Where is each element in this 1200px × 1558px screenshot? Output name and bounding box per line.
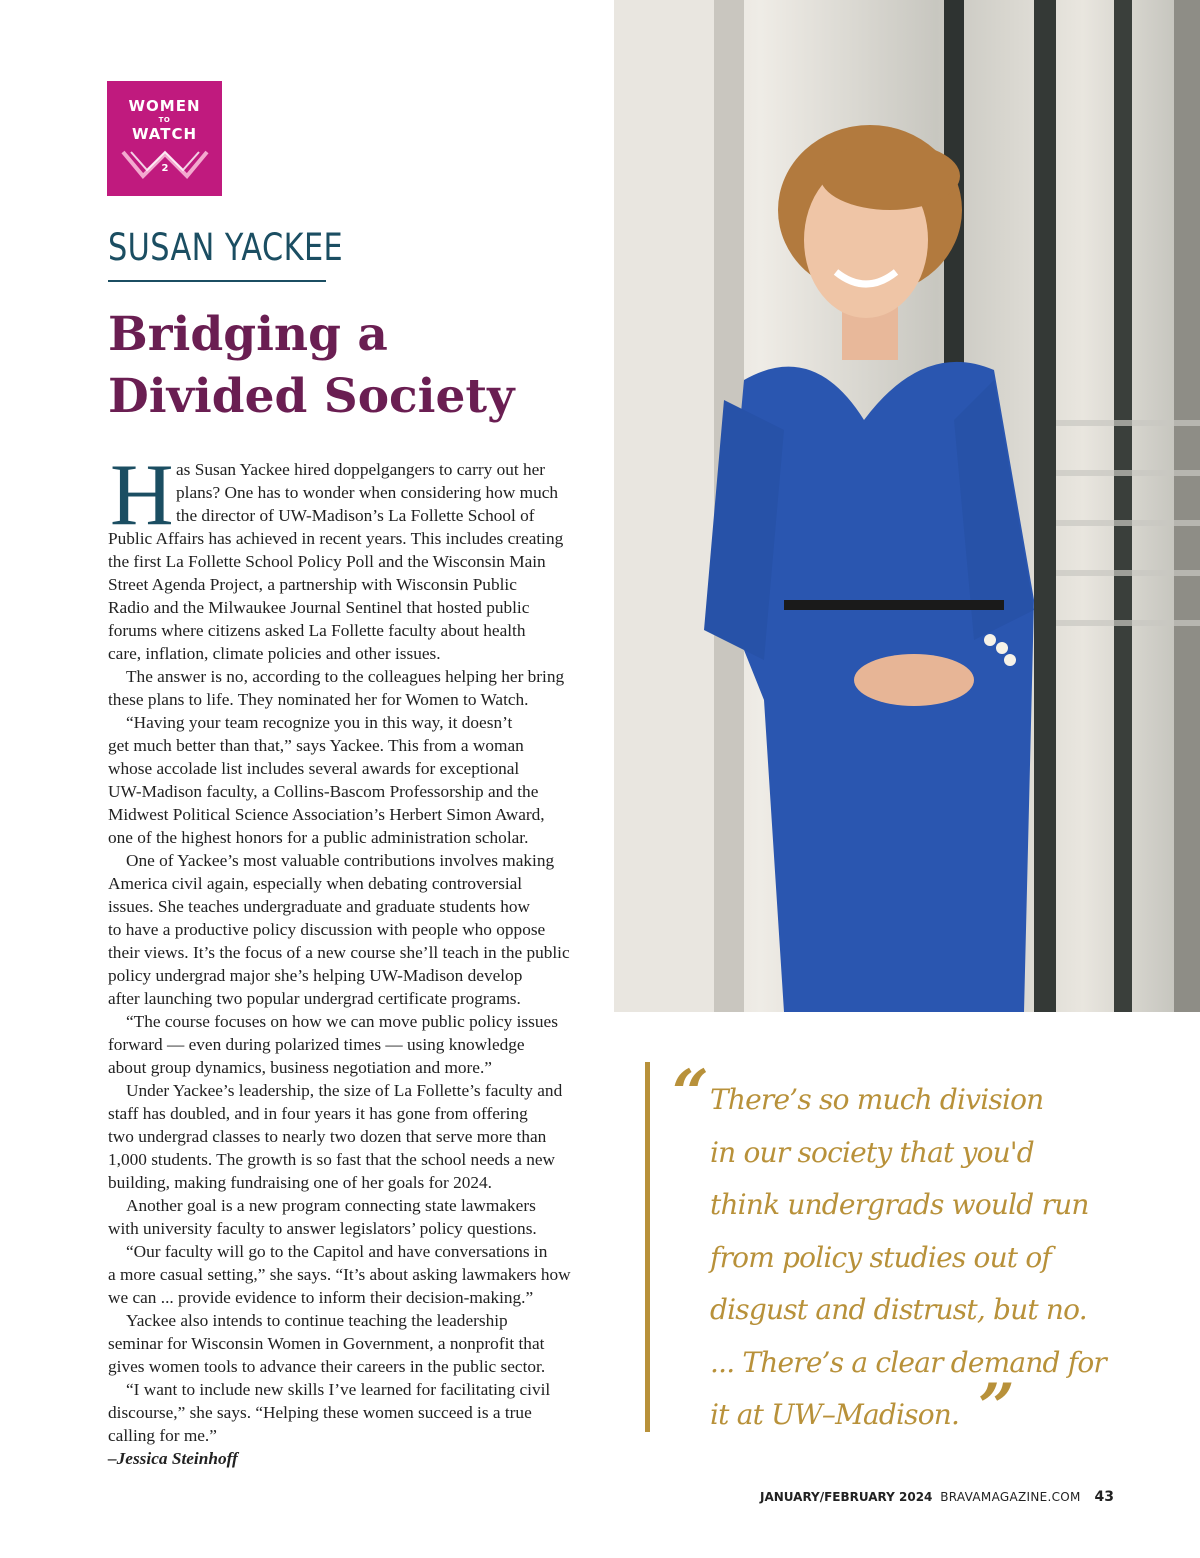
body-line: issues. She teaches undergraduate and graduate students how — [108, 897, 530, 916]
body-line: forums where citizens asked La Follette faculty about health — [108, 621, 526, 640]
body-line: calling for me.” — [108, 1426, 217, 1445]
body-line: Public Affairs has achieved in recent years. This includes creating — [108, 529, 564, 548]
body-line: 1,000 students. The growth is so fast that the school needs a new — [108, 1150, 556, 1169]
body-line: two undergrad classes to nearly two dozen that serve more than — [108, 1127, 547, 1146]
name-underline — [108, 280, 326, 282]
pullquote-line: ... There’s a clear demand for — [710, 1345, 1106, 1379]
body-line: these plans to life. They nominated her for Women to Watch. — [108, 690, 529, 709]
page-footer — [760, 1489, 1114, 1505]
body-line: the first La Follette School Policy Poll and the Wisconsin Main — [108, 552, 546, 571]
body-line: a more casual setting,” she says. “It’s about asking lawmakers how — [108, 1265, 571, 1284]
body-line: Midwest Political Science Association’s Herbert Simon Award, — [108, 805, 545, 824]
body-line: “Our faculty will go to the Capitol and have conversations in — [126, 1242, 548, 1261]
article-body — [108, 447, 588, 1470]
badge-line-to: TO — [158, 116, 171, 124]
body-line: One of Yackee’s most valuable contributions involves making — [126, 851, 555, 870]
pullquote-line: disgust and distrust, but no. — [710, 1293, 1087, 1326]
body-line: care, inflation, climate policies and other issues. — [108, 644, 441, 663]
website: BRAVAMAGAZINE.COM — [940, 1490, 1081, 1504]
body-line: whose accolade list includes several awards for exceptional — [108, 759, 520, 778]
pullquote-rule — [645, 1062, 650, 1432]
body-line: Another goal is a new program connecting state lawmakers — [126, 1196, 536, 1215]
body-line: staff has doubled, and in four years it has gone from offering — [108, 1104, 528, 1123]
body-line: “Having your team recognize you in this way, it doesn’t — [126, 713, 513, 732]
body-line: building, making fundraising one of her goals for 2024. — [108, 1173, 492, 1192]
pullquote-line: it at UW–Madison. — [710, 1398, 960, 1431]
pullquote — [710, 1074, 1160, 1445]
headline-line: Divided Society — [108, 369, 515, 424]
body-line: to have a productive policy discussion with people who oppose — [108, 920, 546, 939]
headline-line: Bridging a — [108, 307, 388, 362]
body-line: Under Yackee’s leadership, the size of La Follette’s faculty and — [126, 1081, 563, 1100]
body-line: with university faculty to answer legislators’ policy questions. — [108, 1219, 537, 1238]
badge-line-women: WOMEN — [128, 97, 201, 115]
portrait-photo — [614, 0, 1200, 1012]
body-line: the director of UW-Madison’s La Follette School of — [176, 506, 535, 525]
body-line: discourse,” she says. “Helping these women succeed is a true — [108, 1403, 532, 1422]
open-quote-mark: “ — [672, 1056, 709, 1131]
body-line: Street Agenda Project, a partnership with Wisconsin Public — [108, 575, 517, 594]
body-line: policy undergrad major she’s helping UW-Madison develop — [108, 966, 523, 985]
subject-name: SUSAN YACKEE — [108, 226, 344, 269]
pullquote-line: from policy studies out of — [710, 1240, 1051, 1274]
body-line: their views. It’s the focus of a new course she’ll teach in the public — [108, 943, 570, 962]
body-line: as Susan Yackee hired doppelgangers to carry out her — [176, 460, 546, 479]
women-to-watch-badge — [107, 81, 222, 196]
body-line: plans? One has to wonder when considering how much — [176, 483, 559, 502]
portrait-illustration — [614, 0, 1200, 1012]
body-line: UW-Madison faculty, a Collins-Bascom Professorship and the — [108, 782, 539, 801]
body-line: The answer is no, according to the colleagues helping her bring — [126, 667, 565, 686]
body-line: after launching two popular undergrad certificate programs. — [108, 989, 521, 1008]
body-line: America civil again, especially when debating controversial — [108, 874, 523, 893]
body-line: get much better than that,” says Yackee. This from a woman — [108, 736, 524, 755]
body-line: seminar for Wisconsin Women in Government, a nonprofit that — [108, 1334, 545, 1353]
pullquote-line: There’s so much division — [710, 1083, 1044, 1116]
body-line: forward — even during polarized times — using knowledge — [108, 1035, 525, 1054]
body-line: we can ... provide evidence to inform their decision-making.” — [108, 1288, 534, 1307]
body-line: “I want to include new skills I’ve learned for facilitating civil — [126, 1380, 551, 1399]
drop-cap: H — [110, 447, 174, 544]
body-line: one of the highest honors for a public administration scholar. — [108, 828, 529, 847]
headline — [108, 304, 588, 428]
body-line: Radio and the Milwaukee Journal Sentinel that hosted public — [108, 598, 530, 617]
body-line: gives women tools to advance their careers in the public sector. — [108, 1357, 546, 1376]
close-quote-mark: ” — [978, 1370, 1015, 1445]
body-line: about group dynamics, business negotiation and more.” — [108, 1058, 492, 1077]
issue-date: JANUARY/FEBRUARY 2024 — [760, 1490, 933, 1504]
byline: –Jessica Steinhoff — [108, 1449, 238, 1468]
badge-line-watch: WATCH — [131, 125, 198, 143]
badge-logo-number: 2 — [161, 163, 169, 174]
pullquote-line: in our society that you'd — [710, 1135, 1034, 1169]
w-logo-icon — [121, 149, 209, 179]
pullquote-line: think undergrads would run — [710, 1188, 1089, 1221]
page-number: 43 — [1094, 1489, 1114, 1505]
body-line: “The course focuses on how we can move public policy issues — [126, 1012, 558, 1031]
body-line: Yackee also intends to continue teaching the leadership — [126, 1311, 508, 1330]
